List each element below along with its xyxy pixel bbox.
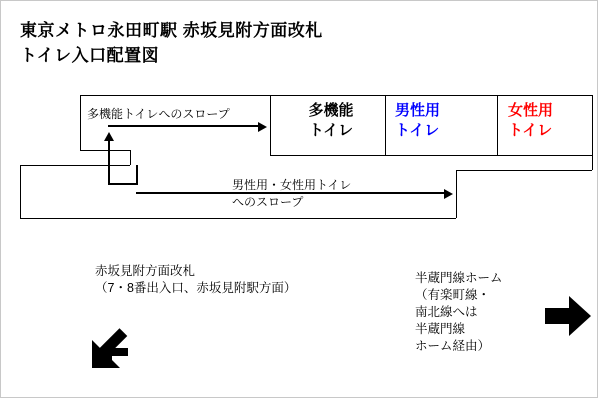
down-left-arrow-icon [92, 320, 148, 368]
legend-right-line3: 南北線へは [415, 305, 478, 319]
page-title-line2: トイレ入口配置図 [20, 46, 160, 65]
room-label-womens-toilet [508, 101, 598, 141]
wall-outer-left-top [20, 165, 130, 166]
arrow-slope-multi-shaft [108, 125, 260, 127]
arrow-branch-connector [108, 183, 138, 185]
wall-step-left [130, 150, 131, 165]
wall-upper-left [80, 95, 81, 150]
wall-rooms-bottom [270, 155, 592, 156]
arrow-slope-multi-vertical-shaft [108, 140, 110, 185]
wall-outer-left [20, 165, 21, 218]
caption-slope-to-mens-womens [232, 177, 351, 211]
room-label-multi-purpose-line2: トイレ [308, 122, 354, 139]
arrow-slope-mens-womens-head [444, 189, 453, 199]
arrow-slope-mens-womens-shaft [136, 192, 446, 194]
arrow-slope-multi-vertical-head [104, 132, 114, 141]
wall-top [80, 95, 592, 96]
legend-left-text [95, 263, 296, 297]
room-label-mens-toilet [395, 101, 490, 141]
legend-left-line2: （7・8番出入口、赤坂見附駅方面） [95, 281, 297, 295]
room-label-multi-purpose-line1: 多機能 [308, 102, 354, 119]
room-label-mens-line2: トイレ [395, 122, 440, 139]
room-label-mens-line1: 男性用 [395, 102, 441, 119]
arrow-slope-multi-head [258, 122, 267, 132]
wall-corridor-left-bottom [80, 150, 130, 151]
legend-right-line4: 半蔵門線 [415, 322, 466, 336]
wall-bottom [20, 218, 456, 219]
wall-right-lower [456, 170, 592, 171]
legend-right-line5: ホーム経由） [415, 339, 491, 353]
page-title-line1: 東京メトロ永田町駅 赤坂見附方面改札 [20, 21, 323, 40]
wall-partition-mens-womens [497, 95, 498, 155]
wall-partition-multi-mens [385, 95, 386, 155]
room-label-multi-purpose-toilet [283, 101, 379, 141]
legend-right-text [415, 270, 503, 355]
caption-slope-to-multi-purpose: 多機能トイレへのスロープ [87, 107, 230, 121]
right-arrow-icon [545, 296, 591, 336]
wall-multi-left [270, 95, 271, 155]
room-label-womens-line1: 女性用 [508, 102, 554, 119]
room-label-womens-line2: トイレ [508, 122, 553, 139]
arrow-branch-riser [136, 165, 138, 185]
legend-right-line2: （有楽町線・ [415, 288, 491, 302]
legend-right-line1: 半蔵門線ホーム [415, 271, 503, 285]
caption-slope-mens-womens-line2: へのスロープ [232, 195, 304, 209]
caption-slope-mens-womens-line1: 男性用・女性用トイレ [232, 178, 352, 192]
legend-left-line1: 赤坂見附方面改札 [95, 264, 196, 278]
wall-bottom-right [456, 170, 457, 218]
